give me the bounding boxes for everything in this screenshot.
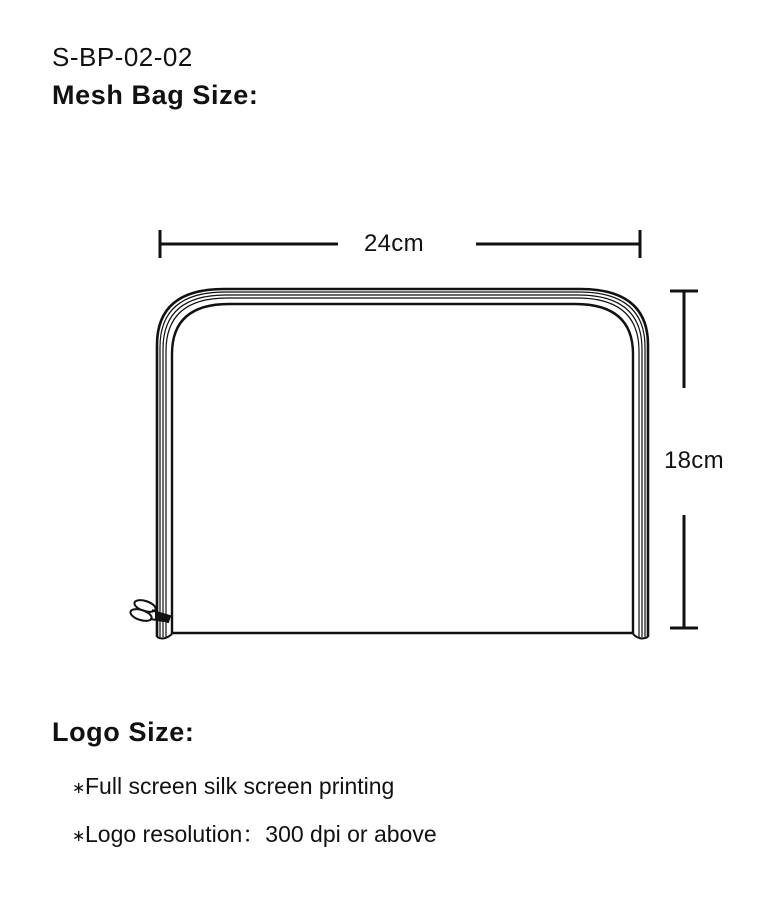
bullet-icon: ∗ [72, 780, 86, 797]
note-text: Logo resolution：300 dpi or above [85, 821, 437, 847]
bullet-icon: ∗ [72, 828, 86, 845]
logo-size-heading: Logo Size: [52, 717, 195, 747]
height-label: 18cm [664, 447, 724, 474]
mesh-bag-size-heading: Mesh Bag Size: [52, 80, 259, 110]
width-label: 24cm [364, 230, 424, 257]
note-text: Full screen silk screen printing [85, 773, 395, 799]
product-code: S-BP-02-02 [52, 42, 193, 72]
bag-outline [157, 289, 648, 638]
note-item [72, 773, 394, 800]
zipper-pull-icon [129, 598, 170, 623]
note-item [72, 816, 437, 849]
